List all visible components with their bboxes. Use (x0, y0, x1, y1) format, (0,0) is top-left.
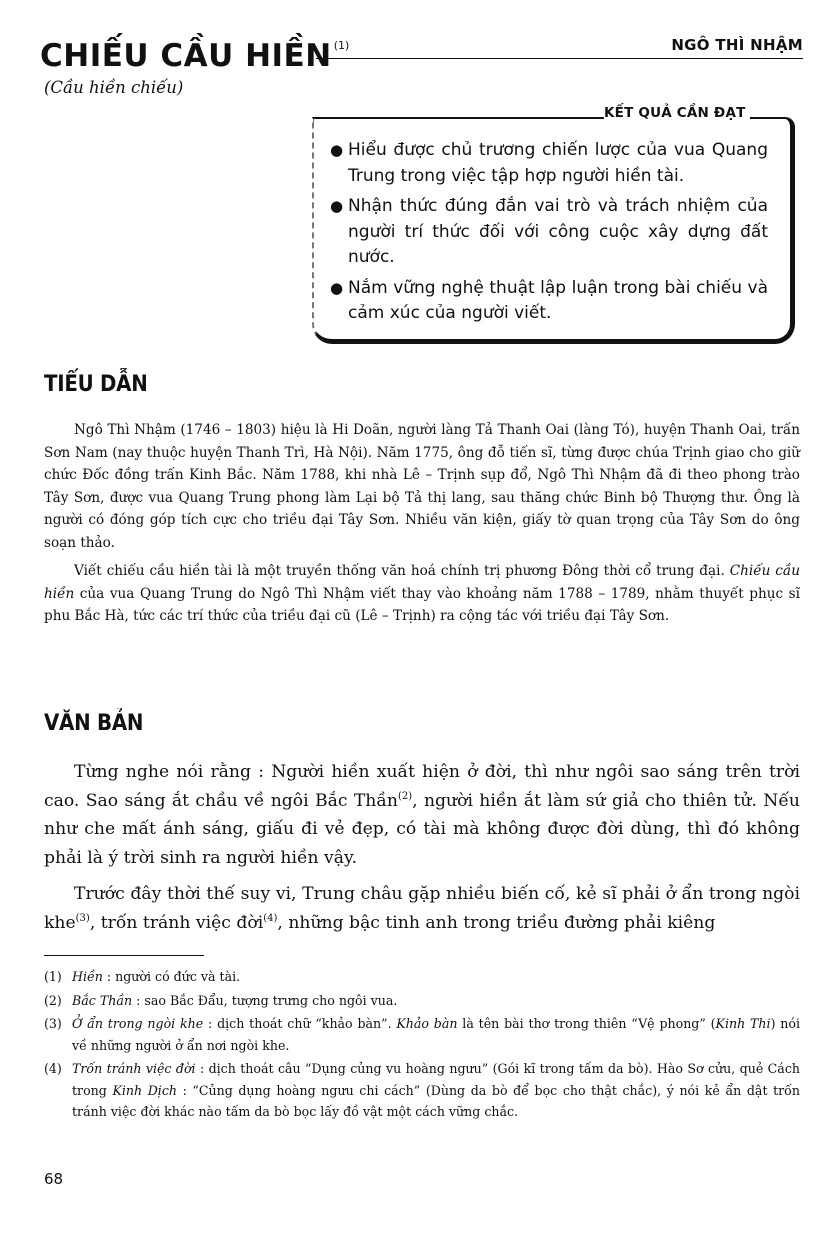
text-paragraph: Từng nghe nói rằng : Người hiền xuất hiện ở đời, thì như ngôi sao sáng trên trời cao. Sao sáng ắt chầu về ngôi Bắc Thần$^{(2)}$, người hiền ắt làm sứ giả cho thiên tử. Nếu như che mất ánh sáng, giấu đi vẻ đẹp, có tài mà không được đời dùng, thì đó không phải là ý trời sinh ra người hiền vậy. (44, 762, 800, 868)
footnote-item: (1) Hiền : người có đức và tài. (44, 969, 241, 984)
text-heading: VĂN BẢN (44, 711, 144, 736)
intro-section (44, 419, 800, 628)
subtitle: (Cầu hiền chiếu) (44, 78, 184, 97)
goal-item: ● Nắm vững nghệ thuật lập luận trong bài chiếu và cảm xúc của người viết. (330, 277, 768, 323)
title-footnote-ref[interactable]: (1) (333, 39, 350, 52)
goals-heading: KẾT QUẢ CẦN ĐẠT (604, 105, 750, 121)
footnote-ref[interactable]: (3) (75, 912, 90, 924)
title-rule (316, 58, 803, 59)
footnote-item: (2) Bắc Thần : sao Bắc Đẩu, tượng trưng cho ngôi vua. (44, 992, 398, 1008)
bullet-icon: ● (330, 141, 344, 159)
footnote-item: (3) Ở ẩn trong ngòi khe : dịch thoát chữ “khảo bàn”. Khảo bàn là tên bài thơ trong thiên “Vệ phong” (Kinh Thi) nói về những người ở ẩn nơi ngòi khe. (44, 1016, 801, 1053)
goal-item: ● Nhận thức đúng đắn vai trò và trách nhiệm của người trí thức đối với công cuộc xây dựng đất nước. (330, 196, 768, 267)
bullet-icon: ● (330, 278, 344, 297)
footnotes (44, 966, 800, 1125)
text-paragraph: Trước đây thời thế suy vi, Trung châu gặp nhiều biến cố, kẻ sĩ phải ở ẩn trong ngòi khe$^{(3)}$, trốn tránh việc đời$^{(4)}$, những bậc tinh anh trong triều đường phải kiêng (44, 884, 800, 933)
page-number: 68 (44, 1170, 64, 1188)
author-name: NGÔ THÌ NHẬM (671, 36, 803, 54)
goals-list (330, 138, 768, 332)
text-body (44, 758, 800, 945)
page-title: CHIẾU CẦU HIỀN $^{(1)}$ (40, 38, 350, 74)
title-row (40, 26, 803, 74)
goal-item: ● Hiểu được chủ trương chiến lược của vua Quang Trung trong việc tập hợp người hiền tài. (330, 140, 768, 186)
intro-paragraph: Ngô Thì Nhậm (1746 – 1803) hiệu là Hi Doãn, người làng Tả Thanh Oai (làng Tó), huyện Thanh Oai, trấn Sơn Nam (nay thuộc huyện Thanh Trì, Hà Nội). Năm 1775, ông đỗ tiến sĩ, từng được chúa Trịnh giao cho giữ chức Đốc đồng trấn Kinh Bắc. Năm 1788, khi nhà Lê – Trịnh sụp đổ, Ngô Thì Nhậm đã đi theo phong trào Tây Sơn, được vua Quang Trung phong làm Lại bộ Tả thị lang, sau thăng chức Binh bộ Thượng thư. Ông là người có đóng góp tích cực cho triều đại Tây Sơn. Nhiều văn kiện, giấy tờ quan trọng của Tây Sơn do ông soạn thảo. (44, 422, 800, 551)
footnote-item: (4) Trốn tránh việc đời : dịch thoát câu “Dụng củng vu hoàng ngưu” (Gói kĩ trong tấm da bò). Hào Sơ cửu, quẻ Cách trong Kinh Dịch : “Củng dụng hoàng ngưu chi cách” (Dùng da bò để bọc cho thật chắc), ý nói kẻ ẩn dật trốn tránh việc đời khác nào tấm da bò bọc lấy đồ vật một cách vững chắc. (44, 1061, 800, 1119)
footnote-rule (44, 955, 204, 956)
bullet-icon: ● (330, 197, 344, 215)
footnote-ref[interactable]: (4) (263, 912, 278, 924)
intro-heading: TIỂU DẪN (44, 372, 148, 397)
intro-paragraph: Viết chiếu cầu hiền tài là một truyền thống văn hoá chính trị phương Đông thời cổ trung đại. Chiếu cầu hiền của vua Quang Trung do Ngô Thì Nhậm viết thay vào khoảng năm 1788 – 1789, nhằm thuyết phục sĩ phu Bắc Hà, tức các trí thức của triều đại cũ (Lê – Trịnh) ra cộng tác với triều đại Tây Sơn. (44, 563, 800, 624)
footnote-ref[interactable]: (2) (397, 790, 413, 802)
